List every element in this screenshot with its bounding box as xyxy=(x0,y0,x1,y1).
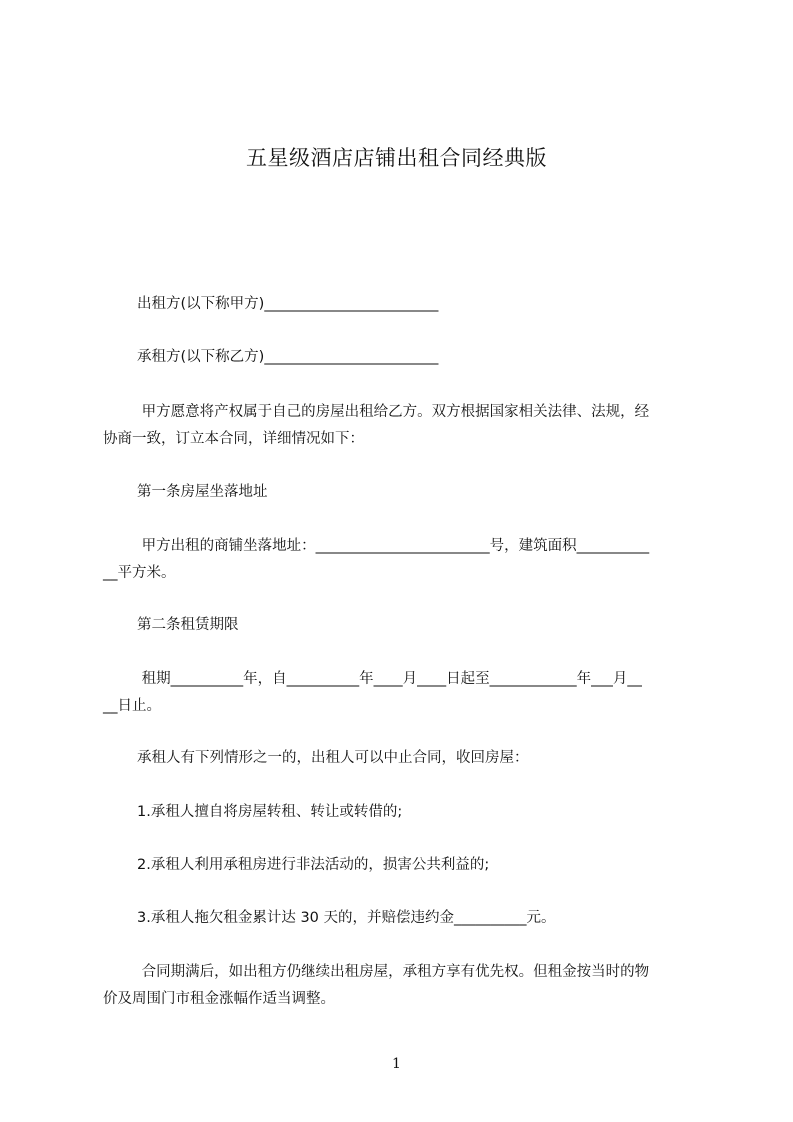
renewal-paragraph-line-1: 合同期满后，如出租方仍继续出租房屋，承租方享有优先权。但租金按当时的物 xyxy=(137,964,650,980)
intro-paragraph-line-1: 甲方愿意将产权属于自己的房屋出租给乙方。双方根据国家相关法律、法规，经 xyxy=(137,404,650,420)
address-line-1: 甲方出租的商铺坐落地址：________________________号，建筑面积__________ xyxy=(137,538,650,554)
termination-item-3: 3.承租人拖欠租金累计达 30 天的，并赔偿违约金__________元。 xyxy=(137,910,556,926)
term-line-1: 租期__________年，自__________年____月____日起至____________年___月__ xyxy=(137,671,642,687)
address-line-2: __平方米。 xyxy=(103,565,176,581)
termination-item-1: 1.承租人擅自将房屋转租、转让或转借的; xyxy=(137,804,403,820)
renewal-paragraph-line-2: 价及周围门市租金涨幅作适当调整。 xyxy=(103,991,335,1007)
document-title: 五星级酒店店铺出租合同经典版 xyxy=(246,146,547,170)
intro-paragraph-line-2: 协商一致，订立本合同，详细情况如下： xyxy=(103,431,364,447)
termination-item-2: 2.承租人利用承租房进行非法活动的，损害公共利益的; xyxy=(137,857,490,873)
lessee-line: 承租方(以下称乙方)________________________ xyxy=(137,349,439,365)
lessor-line: 出租方(以下称甲方)________________________ xyxy=(137,296,439,312)
page-number: 1 xyxy=(392,1056,401,1072)
article-2-heading: 第二条租赁期限 xyxy=(137,617,239,633)
term-line-2: __日止。 xyxy=(103,698,161,714)
article-1-heading: 第一条房屋坐落地址 xyxy=(137,484,268,500)
termination-intro: 承租人有下列情形之一的，出租人可以中止合同，收回房屋： xyxy=(137,750,529,766)
